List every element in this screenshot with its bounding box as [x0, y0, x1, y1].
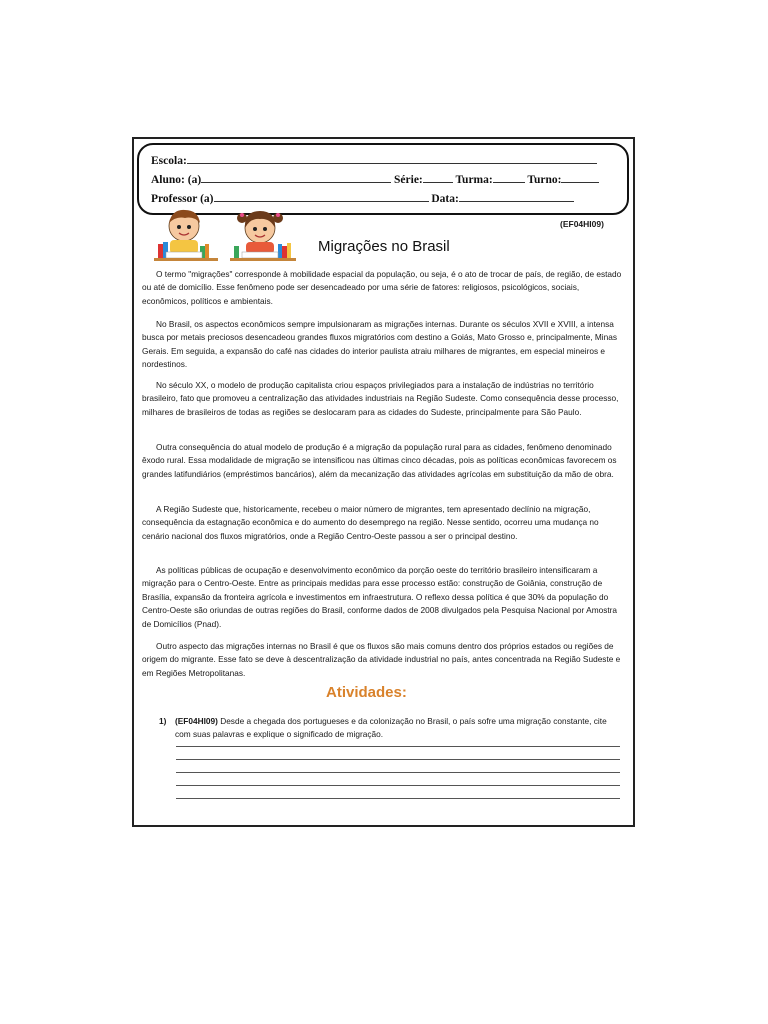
- paragraph-4: Outra consequência do atual modelo de produção é a migração da população rural para as cidades, fenômeno denominado êxodo rural. Essa modalidade de migração se intensificou nas últimas cinco décadas, pois as políticas econômicas favorecem os grandes latifundiários (empréstimos bancários), além da mecanização das atividades agrícolas em substituição da mão de obra.: [142, 442, 617, 479]
- paragraph-1: O termo "migrações" corresponde à mobilidade espacial da população, ou seja, é o ato de trocar de país, de região, de estado ou até de domicílio. Esse fenômeno pode ser desencadeado por uma série de fatores: religiosos, psicológicos, sociais, econômicos, políticos e ambientais.: [142, 269, 622, 306]
- activities-title: Atividades:: [326, 684, 407, 701]
- escola-line[interactable]: [187, 153, 597, 164]
- paragraph-7: Outro aspecto das migrações internas no Brasil é que os fluxos são mais comuns dentro dos próprios estados ou regiões de origem do migrante. Esse fato se deve à descentralização da atividade industrial no país, antes concentrada na Região Sudeste e em Regiões Metropolitanas.: [142, 641, 621, 678]
- professor-label: Professor (a): [151, 193, 214, 205]
- aluno-row: [151, 172, 599, 186]
- turma-line[interactable]: [493, 172, 525, 183]
- paragraph-6: As políticas públicas de ocupação e desenvolvimento econômico da porção oeste do território brasileiro intensificaram a migração para o Centro-Oeste. Entre as principais medidas para esse processo estão: construção de Goiânia, construção de Brasília, expansão da fronteira agrícola e investimentos em infraestrutura. O reflexo dessa política é que 30% da população do Centro-Oeste são oriundas de outras regiões do Brasil, conforme dados de 2008 divulgados pela Pesquisa Nacional por Amostra de Domicílios (Pnad).: [142, 565, 618, 629]
- girl-icon: [230, 211, 296, 261]
- boy-icon: [154, 210, 218, 261]
- page-title: Migrações no Brasil: [318, 238, 450, 255]
- data-label: Data:: [431, 193, 459, 205]
- paragraph-2: No Brasil, os aspectos econômicos sempre impulsionaram as migrações internas. Durante os séculos XVII e XVIII, a intensa busca por metais preciosos desencadeou grandes fluxos migratórios com destino a Goiás, Mato Grosso e, principalmente, Minas Gerais. Em seguida, a expansão do café nas cidades do interior paulista atraiu milhares de migrantes, em especial mineiros e nordestinos.: [142, 319, 618, 370]
- turno-label: Turno:: [527, 174, 562, 186]
- answer-line[interactable]: [176, 785, 620, 786]
- serie-line[interactable]: [423, 172, 453, 183]
- escola-label: Escola:: [151, 155, 187, 167]
- turma-label: Turma:: [455, 174, 493, 186]
- aluno-label: Aluno: (a): [151, 174, 202, 186]
- answer-line[interactable]: [176, 772, 620, 773]
- children-reading-illustration: [152, 206, 302, 262]
- question-skill-code: (EF04HI09): [175, 716, 218, 726]
- question-1: [159, 715, 624, 741]
- answer-line[interactable]: [176, 759, 620, 760]
- aluno-line[interactable]: [201, 172, 391, 183]
- paragraph-3: No século XX, o modelo de produção capitalista criou espaços privilegiados para a instalação de indústrias no território brasileiro, fato que promoveu a centralização das atividades industriais na Região Sudeste. Como consequência desse processo, milhares de brasileiros de todas as regiões se deslocaram para as cidades do Sudeste, principalmente para São Paulo.: [142, 380, 619, 417]
- question-number: 1): [159, 716, 167, 726]
- turno-line[interactable]: [561, 172, 599, 183]
- serie-label: Série:: [394, 174, 423, 186]
- answer-line[interactable]: [176, 746, 620, 747]
- skill-code: (EF04HI09): [560, 219, 604, 229]
- professor-row: [151, 191, 574, 205]
- escola-row: [151, 153, 597, 167]
- paragraph-5: A Região Sudeste que, historicamente, recebeu o maior número de migrantes, tem apresentado declínio na migração, consequência da estagnação econômica e do aumento do desemprego na região. Nesse sentido, ocorreu uma mudança no cenário nacional dos fluxos migratórios, onde a Região Centro-Oeste passou a ser o principal destino.: [142, 504, 599, 541]
- question-text: Desde a chegada dos portugueses e da colonização no Brasil, o país sofre uma migração constante, cite com suas palavras e explique o significado de migração.: [175, 716, 607, 739]
- data-line[interactable]: [459, 191, 574, 202]
- professor-line[interactable]: [214, 191, 429, 202]
- student-info-box: [137, 143, 629, 215]
- answer-line[interactable]: [176, 798, 620, 799]
